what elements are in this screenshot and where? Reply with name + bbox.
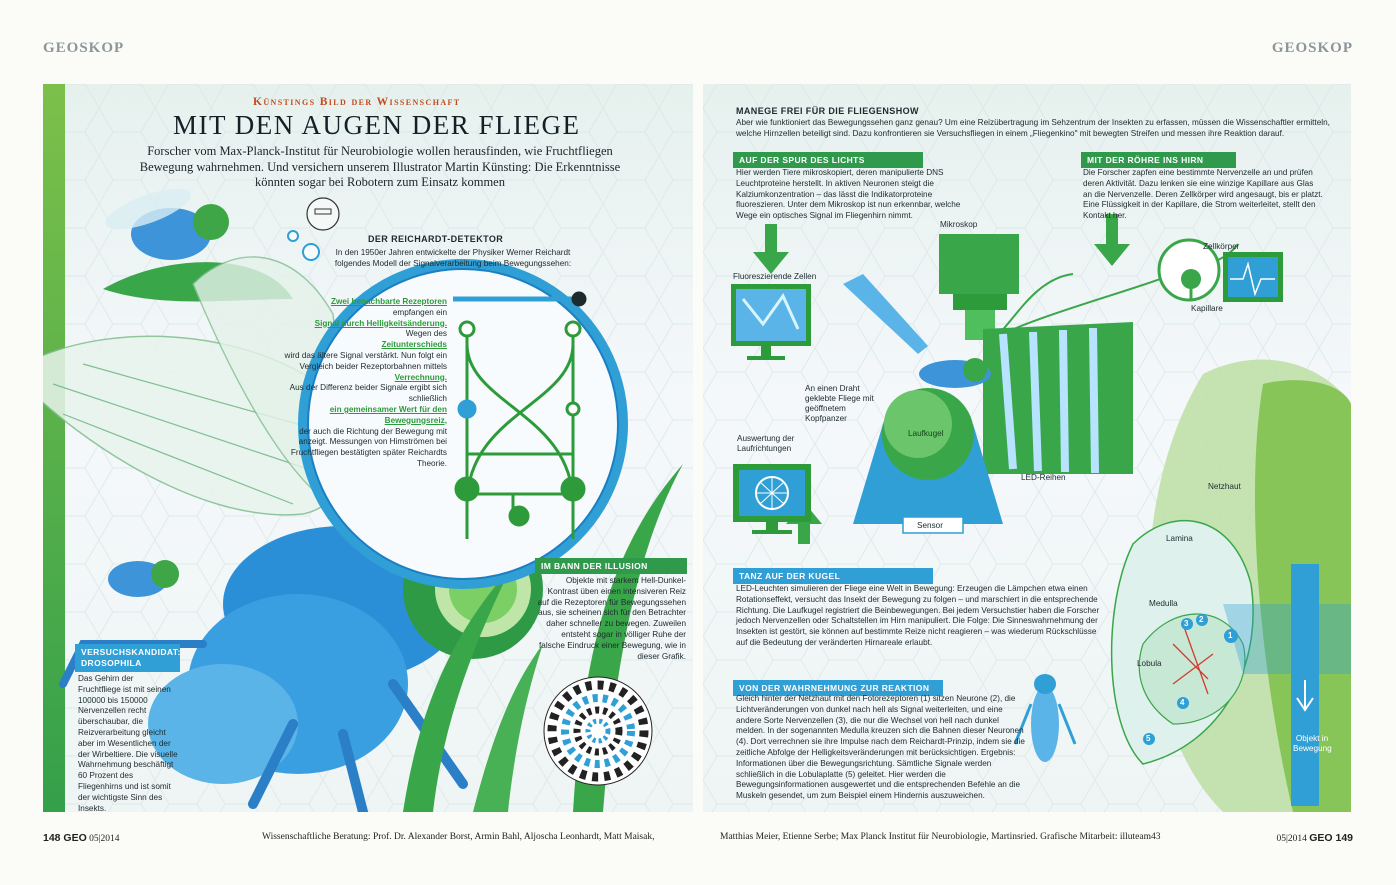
label-sensor: Sensor: [917, 521, 943, 530]
reichardt-step-4: Verrechnung. Aus der Differenz beider Signale ergibt sich schließlich: [289, 372, 447, 404]
label-fluoreszierende: Fluoreszierende Zellen: [733, 272, 817, 281]
footer-credits-left: Wissenschaftliche Beratung: Prof. Dr. Alexander Borst, Armin Bahl, Aljoscha Leonhardt, Matt Maisak,: [262, 832, 655, 842]
footer-left-page: 148 GEO 05|2014: [43, 832, 120, 844]
label-led: LED-Reihen: [1021, 473, 1066, 482]
label-kapillare: Kapillare: [1191, 304, 1223, 313]
reichardt-intro: In den 1950er Jahren entwickelte der Physiker Werner Reichardt folgendes Modell der Signalverarbeitung beim Bewegungssehen:: [334, 248, 572, 268]
reichardt-steps: [277, 297, 447, 470]
rubric-left: GEOSKOP: [43, 40, 125, 56]
kandidat-text: Das Gehirn der Fruchtfliege ist mit seinen 100000 bis 150000 Nervenzellen recht überschaubar, die Reizverarbeitung gleicht aber im Wesentlichen der der Wirbeltiere. Die visuelle Wahrnehmung beschäftigt 60 Prozent des Fliegenhirns und ist somit der wichtigste Sinn des Insekts.: [78, 674, 178, 812]
footer-credits-right: Matthias Meier, Etienne Serbe; Max Planck Institut für Neurobiologie, Martinsried. Grafische Mitarbeit: illuteam43: [720, 832, 1161, 842]
right-page-panel: [703, 84, 1351, 812]
left-page-panel: [43, 84, 693, 812]
reichardt-title: DER REICHARDT-DETEKTOR: [368, 234, 504, 244]
label-zellkoerper: Zellkörper: [1203, 242, 1240, 251]
roehre-label: MIT DER RÖHRE INS HIRN: [1081, 152, 1236, 168]
portrait-reichardt: [307, 198, 339, 230]
small-fly-top: [101, 180, 229, 260]
reichardt-step-3: Zeitunterschieds wird das ältere Signal verstärkt. Nun folgt ein Vergleich beider Rezeptorbahnen mittels: [284, 340, 447, 371]
manege-text: Aber wie funktioniert das Bewegungssehen ganz genau? Um eine Reizübertragung im Sehzentrum der Insekten zu erfassen, müssen die Wissenschaftler ermitteln, welche Hirnzellen beteiligt sind. Dazu konfrontieren sie Versuchsfliegen in einem „Fliegenkino" mit bewegten Streifen und messen ihre Reaktion darauf.: [736, 118, 1330, 138]
marker-label-1: 1: [1228, 631, 1233, 640]
marker-label-4: 4: [1180, 698, 1185, 707]
kugel-label: TANZ AUF DER KUGEL: [733, 568, 933, 584]
label-lobula: Lobula: [1137, 659, 1162, 668]
reichardt-step-5: ein gemeinsamer Wert für den Bewegungsreiz, der auch die Richtung der Bewegung mit anzeigt. Messungen von Himströmen bei Fruchtfliegen bestätigten später Reichardts Theorie.: [290, 404, 447, 468]
label-objekt: Objekt in Bewegung: [1293, 734, 1332, 753]
footer-right-page: 05|2014 GEO 149: [1276, 832, 1353, 844]
marker-label-3: 3: [1184, 619, 1189, 628]
arrow-down-left: [753, 224, 789, 274]
kandidat-label: VERSUCHSKANDIDAT: DROSOPHILA: [75, 644, 180, 672]
illusion-label: IM BANN DER ILLUSION: [535, 558, 687, 574]
marker-label-2: 2: [1199, 615, 1204, 624]
deck: Forscher vom Max-Planck-Institut für Neurobiologie wollen herausfinden, wie Fruchtfliegen Bewegung wahrnehmen. Und versichern unserem Illustrator Martin Künsting: Die Erkenntnisse könnten sogar bei Robotern zum Einsatz kommen: [139, 144, 621, 189]
spur-text: Hier werden Tiere mikroskopiert, deren manipulierte DNS Leuchtproteine herstellt. In aktiven Neuronen steigt die Kalziumkonzentration – das lässt die Indikatorproteine fluoreszieren. Unter dem Mikroskop ist nun erkennbar, welche Wege ein optisches Signal im Fliegenhirn nimmt.: [736, 168, 961, 221]
label-laufkugel: Laufkugel: [908, 429, 944, 438]
reaktion-text: Gleich hinter der Netzhaut mit den Fotorezeptoren (1) sitzen Neurone (2), die Lichtveränderungen von dunkel nach hell als Signal weiterleiten, und eine andere Sorte Nervenzellen (3), die nur die Wechsel von hell nach dunkel melden. In der sogenannten Medulla kreuzen sich die Bahnen dieser Neuronen (4). Dort verrechnen sie ihre Impulse nach dem Reichardt-Prinzip, indem sie die zeitliche Abfolge der Helligkeitsveränderungen mit berücksichtigen. Ergebnis: Informationen über die Bewegungsrichtung. Sämtliche Signale werden schließlich in die Lobulaplatte (5) geleitet. Hier werden die Bewegungsinformationen ausgewertet und die entsprechenden Befehle an die Muskeln gesendet, um zum Beispiel einem Hindernis auszuweichen.: [736, 694, 1025, 801]
reichardt-step-1: Zwei benachbarte Rezeptoren empfangen ein: [330, 297, 447, 317]
rubric-right: GEOSKOP: [1271, 40, 1353, 56]
label-netzhaut: Netzhaut: [1208, 482, 1241, 491]
reaktion-label: VON DER WAHRNEHMUNG ZUR REAKTION: [733, 680, 943, 696]
label-mikroskop: Mikroskop: [940, 220, 978, 229]
illusion-text: Objekte mit starkem Hell-Dunkel-Kontrast üben einen intensiveren Reiz auf die Rezeptoren für Bewegungssehen aus, sie scheinen sich für den Betrachter daher schneller zu bewegen. Zuweilen entsteht sogar in völliger Ruhe der falsche Eindruck einer Bewegung, wie in dieser Grafik.: [537, 576, 686, 661]
label-medulla: Medulla: [1149, 599, 1178, 608]
spur-label: AUF DER SPUR DES LICHTS: [733, 152, 923, 168]
label-draht: An einen Draht geklebte Fliege mit geöffnetem Kopfpanzer: [805, 384, 874, 423]
label-auswertung: Auswertung der Laufrichtungen: [737, 434, 795, 453]
kugel-text: LED-Leuchten simulieren der Fliege eine Welt in Bewegung: Erzeugen die Lämpchen etwa einen Rotationseffekt, versucht das Insekt der Bewegung zu folgen – und marschiert in die entsprechende Richtung. Die Laufkugel registriert die Beinbewegungen. Bei jedem Versuchstier haben die Forscher jedoch Nervenzellen oder Schaltstellen im Hirn manipuliert. Die Folge: Die Sinneswahrnehmung der Insekten ist gestört, sie können auf bestimmte Reize nicht reagieren – was wiederum Rückschlüsse auf die Bedeutung der veränderten Hirnareale erlaubt.: [736, 584, 1100, 647]
monitor-fluorescent-cells: [731, 284, 811, 360]
label-lamina: Lamina: [1166, 534, 1193, 543]
kicker: Künstings Bild der Wissenschaft: [253, 96, 461, 108]
roehre-text: Die Forscher zapfen eine bestimmte Nervenzelle an und prüfen deren Aktivität. Dazu lenken sie eine winzige Kapillare aus Glas an die Nervenzelle. Deren Zellkörper wird angesaugt, bis er platzt. Eine Flüssigkeit in der Kapillare, die Strom weiterleitet, stellt den Kontakt her.: [1083, 168, 1323, 221]
headline: MIT DEN AUGEN DER FLIEGE: [173, 110, 581, 140]
manege-title: MANEGE FREI FÜR DIE FLIEGENSHOW: [736, 106, 919, 116]
marker-label-5: 5: [1146, 734, 1151, 743]
illusion-spiral-graphic: [544, 677, 652, 785]
reichardt-step-2: Signal durch Helligkeitsänderung. Wegen des: [314, 318, 447, 339]
small-fly-left: [108, 560, 179, 597]
led-wall: [983, 322, 1133, 474]
